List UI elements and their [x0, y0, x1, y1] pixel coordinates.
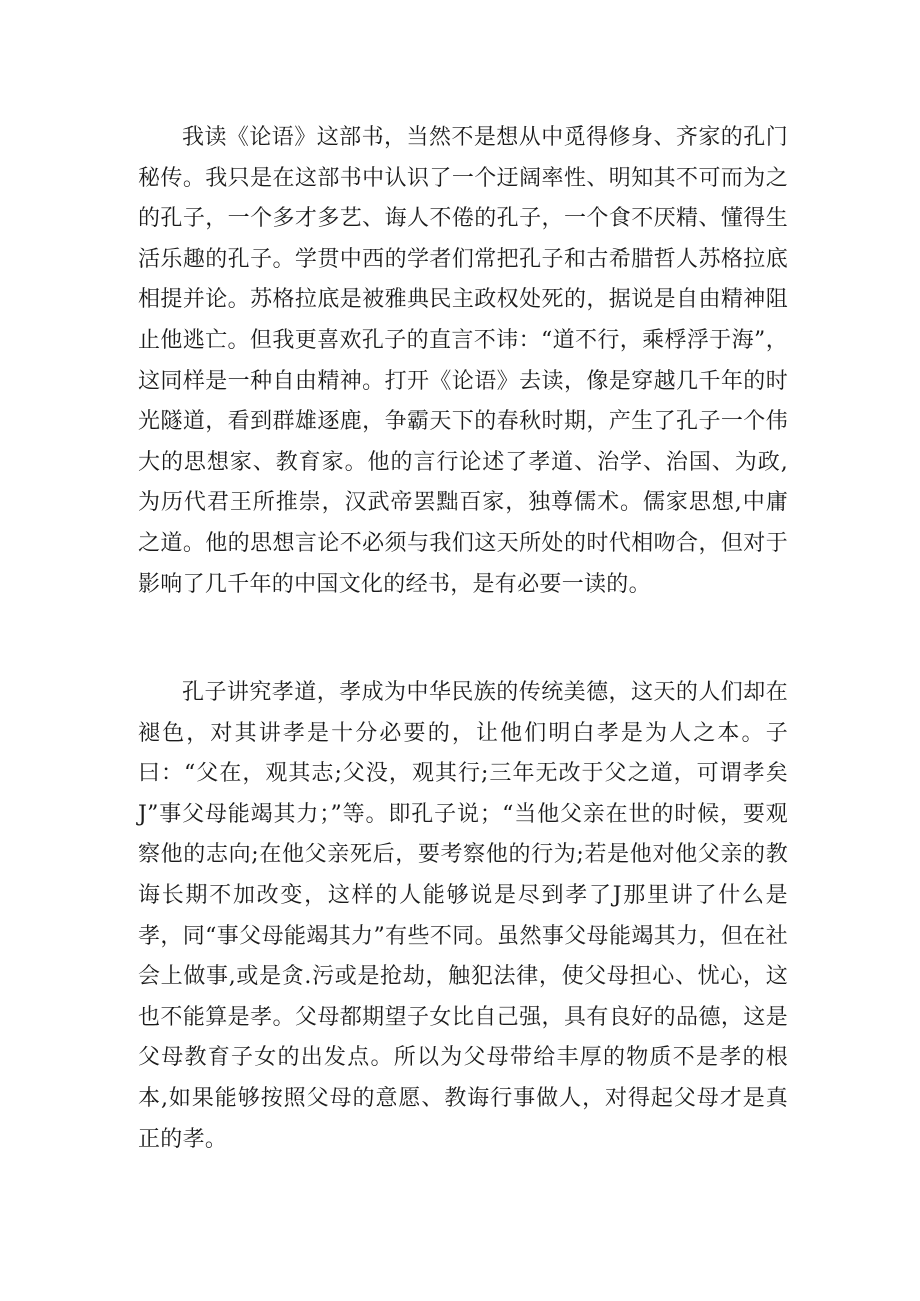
paragraph-1: 我读《论语》这部书，当然不是想从中觅得修身、齐家的孔门秘传。我只是在这部书中认识了一个迂阔率性、明知其不可而为之的孔子，一个多才多艺、诲人不倦的孔子，一个食不厌精、懂得生活乐趣的孔子。学贯中西的学者们常把孔子和古希腊哲人苏格拉底相提并论。苏格拉底是被雅典民主政权处死的，据说是自由精神阻止他逃亡。但我更喜欢孔子的直言不讳：“道不行，乘桴浮于海”，这同样是一种自由精神。打开《论语》去读，像是穿越几千年的时光隧道，看到群雄逐鹿，争霸天下的春秋时期，产生了孔子一个伟大的思想家、教育家。他的言行论述了孝道、治学、治国、为政,为历代君王所推崇，汉武帝罢黜百家，独尊儒术。儒家思想,中庸之道。他的思想言论不必须与我们这天所处的时代相吻合，但对于影响了几千年的中国文化的经书，是有必要一读的。 — [138, 125, 788, 597]
paragraph-2: 孔子讲究孝道，孝成为中华民族的传统美德，这天的人们却在褪色，对其讲孝是十分必要的，让他们明白孝是为人之本。子曰：“父在，观其志;父没，观其行;三年无改于父之道，可谓孝矣J”事父母能竭其力；”等。即孔子说；“当他父亲在世的时候，要观察他的志向;在他父亲死后，要考察他的行为;若是他对他父亲的教诲长期不加改变，这样的人能够说是尽到孝了J那里讲了什么是孝，同“事父母能竭其力”有些不同。虽然事父母能竭其力，但在社会上做事,或是贪.污或是抢劫，触犯法律，使父母担心、忧心，这也不能算是孝。父母都期望子女比自己强，具有良好的品德，这是父母教育子女的出发点。所以为父母带给丰厚的物质不是孝的根本,如果能够按照父母的意愿、教诲行事做人，对得起父母才是真正的孝。 — [138, 680, 788, 1152]
